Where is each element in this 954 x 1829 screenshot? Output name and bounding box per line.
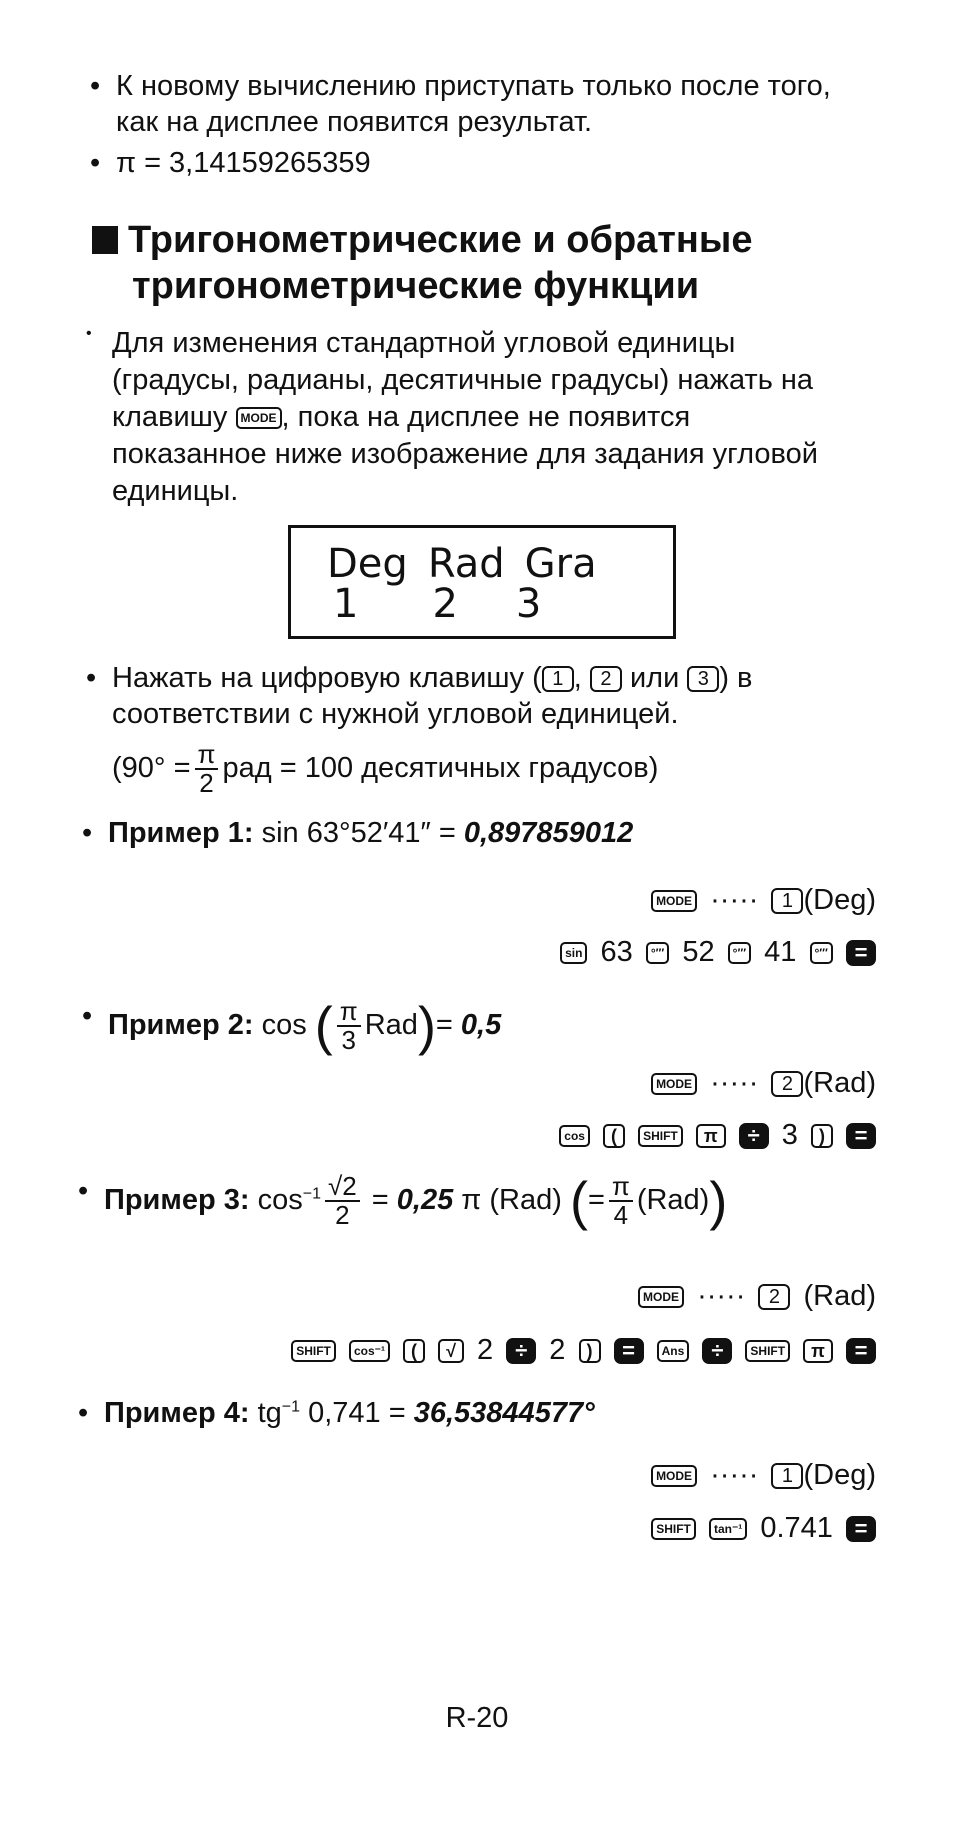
angle-note-line4: показанное ниже изображение для задания угловой — [112, 438, 818, 470]
key-2: 2 — [758, 1284, 790, 1310]
right-paren-key-icon: ) — [811, 1124, 833, 1148]
left-paren-key-icon: ( — [603, 1124, 625, 1148]
angle-unit-note — [112, 325, 892, 510]
right-paren-key-icon: ) — [579, 1339, 601, 1363]
key-3: 3 — [687, 666, 719, 692]
calculator-display — [288, 525, 676, 639]
intro-bullet-1-line2: как на дисплее появится результат. — [116, 106, 593, 139]
sin-key-icon: sin — [560, 942, 587, 964]
example-2: • Пример 2: cos ( $\frac{\pi}{3}$ Rad)= 0,5 — [108, 998, 501, 1055]
pi-key-icon: π — [696, 1124, 726, 1148]
example-1-expr: sin 63°52′41″ = — [261, 817, 456, 849]
mode-key-icon: MODE — [651, 890, 697, 912]
shift-key-icon: SHIFT — [291, 1340, 336, 1362]
example-3-label: Пример 3: — [104, 1183, 250, 1216]
angle-note-line2: (градусы, радианы, десятичные градусы) нажать на — [112, 364, 814, 396]
key-1: 1 — [542, 666, 574, 692]
equals-key-icon: = — [846, 940, 876, 966]
example-1 — [108, 815, 633, 851]
left-paren-key-icon: ( — [403, 1339, 425, 1363]
heading-square-icon — [92, 226, 118, 254]
mode-key-icon: MODE — [638, 1286, 684, 1308]
example-4-key-seq: SHIFT tan⁻¹ 0.741 = — [646, 1508, 876, 1548]
deg-min-sec-key-icon: °′″ — [728, 942, 751, 964]
example-1-key-seq: sin 63 °′″ 52 °′″ 41 °′″ = — [555, 932, 876, 972]
pi-key-icon: π — [803, 1339, 833, 1363]
example-2-mode-seq: MODE ····· 2 (Rad) — [646, 1063, 876, 1103]
display-row-labels: Deg Rad Gra — [327, 541, 597, 587]
example-3: • Пример 3: $\cos^{-1}$ $\frac{√2}{2}$ = 0,25 π (Rad) (= $\frac{\pi}{4}$ (Rad)) — [104, 1173, 727, 1230]
example-1-result: 0,897859012 — [463, 817, 634, 849]
shift-key-icon: SHIFT — [651, 1518, 696, 1540]
example-3-mode-seq: MODE ····· 2 (Rad) — [633, 1276, 876, 1316]
key-1: 1 — [771, 888, 803, 914]
arctan-key-icon: tan⁻¹ — [709, 1518, 747, 1540]
page-number: R-20 — [445, 1702, 509, 1734]
arccos-key-icon: cos⁻¹ — [349, 1340, 390, 1362]
angle-note-line3: клавишу MODE , пока на дисплее не появится — [112, 401, 691, 433]
display-row-numbers: 1 2 3 — [333, 581, 542, 627]
cos-key-icon: cos — [559, 1125, 590, 1147]
divide-key-icon: ÷ — [702, 1338, 732, 1364]
example-1-mode-seq: MODE ····· 1 (Deg) — [646, 880, 876, 920]
example-4-mode-seq: MODE ····· 1 (Deg) — [646, 1455, 876, 1495]
intro-bullet-2: • π = 3,14159265359 — [116, 145, 371, 181]
angle-note-line5: единицы. — [112, 475, 239, 507]
example-3-key-seq: SHIFT cos⁻¹ ( √ 2 ÷ 2 ) = Ans ÷ SHIFT π = — [286, 1330, 876, 1370]
sqrt-key-icon: √ — [438, 1339, 464, 1363]
digit-key-note — [112, 660, 752, 797]
heading-line2: тригонометрические функции — [132, 264, 700, 307]
equals-key-icon: = — [846, 1338, 876, 1364]
deg-min-sec-key-icon: °′″ — [646, 942, 669, 964]
example-1-label: Пример 1: — [108, 817, 254, 849]
section-heading — [92, 218, 752, 309]
equals-key-icon: = — [846, 1516, 876, 1542]
mode-key-icon: MODE — [651, 1073, 697, 1095]
key-2: 2 — [590, 666, 622, 692]
angle-note-line1: • Для изменения стандартной угловой единицы — [112, 327, 736, 359]
intro-bullet-1 — [116, 68, 831, 141]
example-4: • Пример 4: $tg^{-1}$ 0,741 = 36,53844577° — [104, 1395, 595, 1431]
ans-key-icon: Ans — [657, 1340, 690, 1362]
heading-line1: Тригонометрические и обратные — [92, 218, 752, 264]
divide-key-icon: ÷ — [506, 1338, 536, 1364]
example-2-key-seq: cos ( SHIFT π ÷ 3 ) = — [554, 1115, 876, 1155]
mode-key-icon: MODE — [236, 407, 282, 429]
key-1: 1 — [771, 1463, 803, 1489]
digit-note-line1: • Нажать на цифровую клавишу ( 1 , 2 или 3 ) в — [112, 662, 753, 694]
deg-min-sec-key-icon: °′″ — [810, 942, 833, 964]
example-4-result: 36,53844577° — [413, 1397, 595, 1429]
intro-bullet-1-line1: • К новому вычислению приступать только после того, — [116, 70, 831, 102]
example-2-label: Пример 2: — [108, 1008, 254, 1041]
example-3-fraction: $\frac{√2}{2}$ — [325, 1173, 360, 1230]
key-2: 2 — [771, 1071, 803, 1097]
mode-key-icon: MODE — [651, 1465, 697, 1487]
example-3-fraction-2: $\frac{\pi}{4}$ — [609, 1173, 633, 1230]
divide-key-icon: ÷ — [739, 1123, 769, 1149]
digit-note-line2: соответствии с нужной угловой единицей. — [112, 698, 679, 731]
shift-key-icon: SHIFT — [638, 1125, 683, 1147]
equals-key-icon: = — [846, 1123, 876, 1149]
digit-note-formula: (90° = $\frac{\pi}{2}$ рад = 100 десятичных градусов) — [112, 738, 659, 798]
example-2-fraction: $\frac{\pi}{3}$ — [337, 998, 361, 1055]
shift-key-icon: SHIFT — [745, 1340, 790, 1362]
example-4-label: Пример 4: — [104, 1397, 250, 1429]
example-2-result: 0,5 — [460, 1008, 502, 1041]
formula-fraction: $\frac{\pi}{2}$ — [195, 741, 219, 798]
equals-key-icon: = — [614, 1338, 644, 1364]
example-3-result: 0,25 — [396, 1183, 454, 1216]
